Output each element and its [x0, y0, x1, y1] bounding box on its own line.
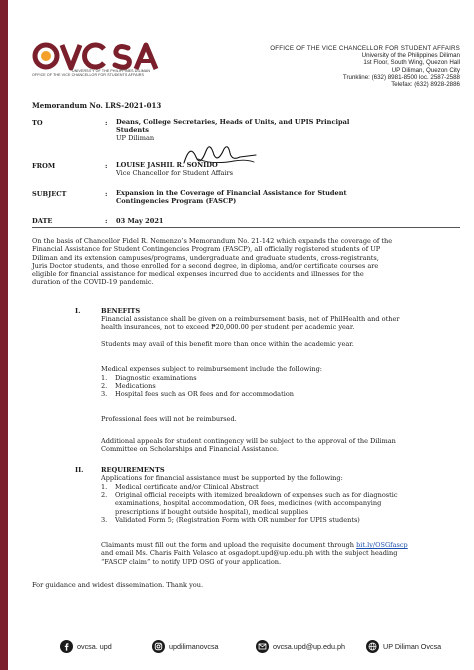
subject-label: SUBJECT — [32, 190, 67, 198]
to-value-line-2: Students — [116, 126, 149, 134]
office-line: 1st Floor, South Wing, Quezon Hall — [363, 59, 460, 67]
claim-line-2: and email Ms. Charis Faith Velasco at osgadopt.upd@up.edu.ph with the subject heading — [101, 549, 398, 558]
list-text: Hospital fees such as OR fees and for accommodation — [115, 390, 294, 398]
benefits-paragraph-1 — [101, 315, 459, 332]
list-text: Medical certificate and/or Clinical Abstract — [115, 483, 259, 491]
section-1-title: BENEFITS — [101, 307, 141, 315]
footer-web[interactable] — [366, 638, 441, 654]
subject-line-1: Expansion in the Coverage of Financial Assistance for Student — [116, 189, 347, 197]
instagram-icon — [152, 640, 165, 653]
from-title: Vice Chancellor for Student Affairs — [116, 169, 234, 177]
benefits-line: Additional appeals for student contingency will be subject to the approval of the Diliman — [101, 437, 396, 445]
globe-icon — [366, 640, 379, 653]
web-handle: UP Diliman Ovcsa — [383, 641, 442, 651]
claim-line-3: “FASCP claim” to notify UPD OSG of your application. — [101, 557, 282, 566]
list-text: Diagnostic examinations — [115, 374, 197, 382]
office-title: OFFICE OF THE VICE CHANCELLOR FOR STUDENT AFFAIRS — [270, 45, 460, 52]
subject-value — [116, 189, 436, 205]
list-item — [101, 491, 459, 517]
email-icon — [256, 640, 269, 653]
claim-text: Claimants must fill out the form and upload the requisite document through — [101, 541, 357, 549]
office-line: UP Diliman, Quezon City — [391, 66, 460, 74]
instagram-handle: updilimanovcsa — [169, 641, 219, 651]
list-text — [115, 491, 459, 516]
intro-paragraph — [32, 237, 460, 287]
footer-email[interactable] — [256, 638, 345, 654]
benefits-line: Financial assistance shall be given on a reimbursement basis, net of PhilHealth and other — [101, 315, 400, 323]
intro-line: On the basis of Chancellor Fidel R. Nemenzo’s Memorandum No. 21-142 which expands the coverage of the — [32, 237, 393, 245]
subject-line-2: Contingencies Program (FASCP) — [116, 197, 237, 205]
list-number: 3. — [101, 516, 108, 524]
from-name: LOUISE JASHIL R. SONIDO — [116, 161, 218, 169]
memorandum-page — [30, 0, 462, 670]
to-value-line-1: Deans, College Secretaries, Heads of Units, and UPIS Principal — [116, 118, 350, 126]
to-colon: : — [105, 119, 108, 127]
to-value-line-3: UP Diliman — [116, 134, 155, 142]
email-address: ovcsa.upd@up.edu.ph — [273, 641, 346, 651]
footer — [30, 638, 462, 654]
intro-line: eligible for financial assistance for medical expenses incurred due to accidents and illnesses for the — [32, 270, 364, 279]
logo-sub-line-1: UNIVERSITY OF THE PHILIPPINES DILIMAN — [72, 69, 151, 73]
office-address — [270, 45, 460, 88]
claim-paragraph — [101, 541, 459, 566]
office-trunkline: Trunkline: (632) 8981-8500 loc. 2587-2588 — [342, 73, 460, 81]
side-accent-stripe — [0, 0, 8, 670]
list-number: 2. — [101, 382, 108, 390]
office-telefax: Telefax: (632) 8928-2886 — [391, 81, 460, 89]
list-text-line: examinations, hospital accommodation, OR fees, medicines (with accompanying — [115, 499, 382, 508]
date-label: DATE — [32, 217, 53, 225]
intro-line: duration of the COVID-19 pandemic. — [32, 278, 154, 287]
facebook-handle: ovcsa. upd — [77, 641, 112, 651]
benefits-paragraph-3: Medical expenses subject to reimbursement include the following: — [101, 365, 322, 373]
benefits-paragraph-5 — [101, 437, 459, 454]
to-value — [116, 118, 436, 142]
date-value: 03 May 2021 — [116, 217, 164, 225]
header-divider — [32, 227, 460, 228]
closing-line: For guidance and widest dissemination. Thank you. — [32, 581, 204, 589]
fascp-form-link[interactable]: bit.ly/OSGfascp — [356, 541, 408, 549]
facebook-icon — [60, 640, 73, 653]
from-label: FROM — [32, 162, 56, 170]
list-number: 3. — [101, 390, 108, 398]
subject-colon: : — [105, 190, 108, 198]
list-text: Medications — [115, 382, 156, 390]
section-2-number: II. — [75, 466, 84, 474]
list-number: 2. — [101, 491, 108, 499]
memo-number: Memorandum No. LRS-2021-013 — [32, 101, 162, 110]
section-1-number: I. — [75, 307, 81, 315]
benefits-paragraph-4: Professional fees will not be reimbursed. — [101, 415, 237, 423]
to-label: TO — [32, 119, 43, 127]
benefits-line: Committee on Scholarships and Financial Assistance. — [101, 445, 280, 454]
claim-line-1 — [101, 541, 459, 549]
ovcsa-logo — [32, 42, 182, 86]
intro-line: Juris Doctor students, and those enrolled for a second degree, in diploma, and/or certificate courses are — [32, 261, 379, 270]
footer-instagram[interactable] — [152, 638, 219, 654]
list-text-line: prescriptions if bought outside hospital), medical supplies — [115, 507, 309, 516]
office-line: University of the Philippines Diliman — [361, 52, 460, 60]
benefits-paragraph-2: Students may avail of this benefit more than once within the academic year. — [101, 340, 354, 348]
date-colon: : — [105, 217, 108, 225]
from-value — [116, 161, 436, 177]
requirements-paragraph-1: Applications for financial assistance must be supported by the following: — [101, 474, 343, 482]
benefits-line: health insurances, not to exceed ₱20,000.00 per student per academic year. — [101, 323, 355, 332]
list-number: 1. — [101, 374, 108, 382]
logo-sub-line-2: OFFICE OF THE VICE CHANCELLOR FOR STUDENTS AFFAIRS — [32, 73, 144, 78]
list-number: 1. — [101, 483, 108, 491]
section-2-title: REQUIREMENTS — [101, 466, 165, 474]
logo-subtitle — [32, 69, 150, 78]
intro-line: Financial Assistance for Student Contingencies Program (FASCP), all officially registered students of UP — [32, 245, 381, 254]
intro-line: Diliman and its extension campuses/programs, undergraduate and graduate students, cross-registrants, — [32, 253, 379, 262]
list-text: Validated Form 5; (Registration Form with OR number for UPIS students) — [115, 516, 360, 524]
from-colon: : — [105, 162, 108, 170]
footer-facebook[interactable] — [60, 638, 112, 654]
list-text-line: Original official receipts with itemized breakdown of expenses such as for diagnostic — [115, 491, 398, 499]
